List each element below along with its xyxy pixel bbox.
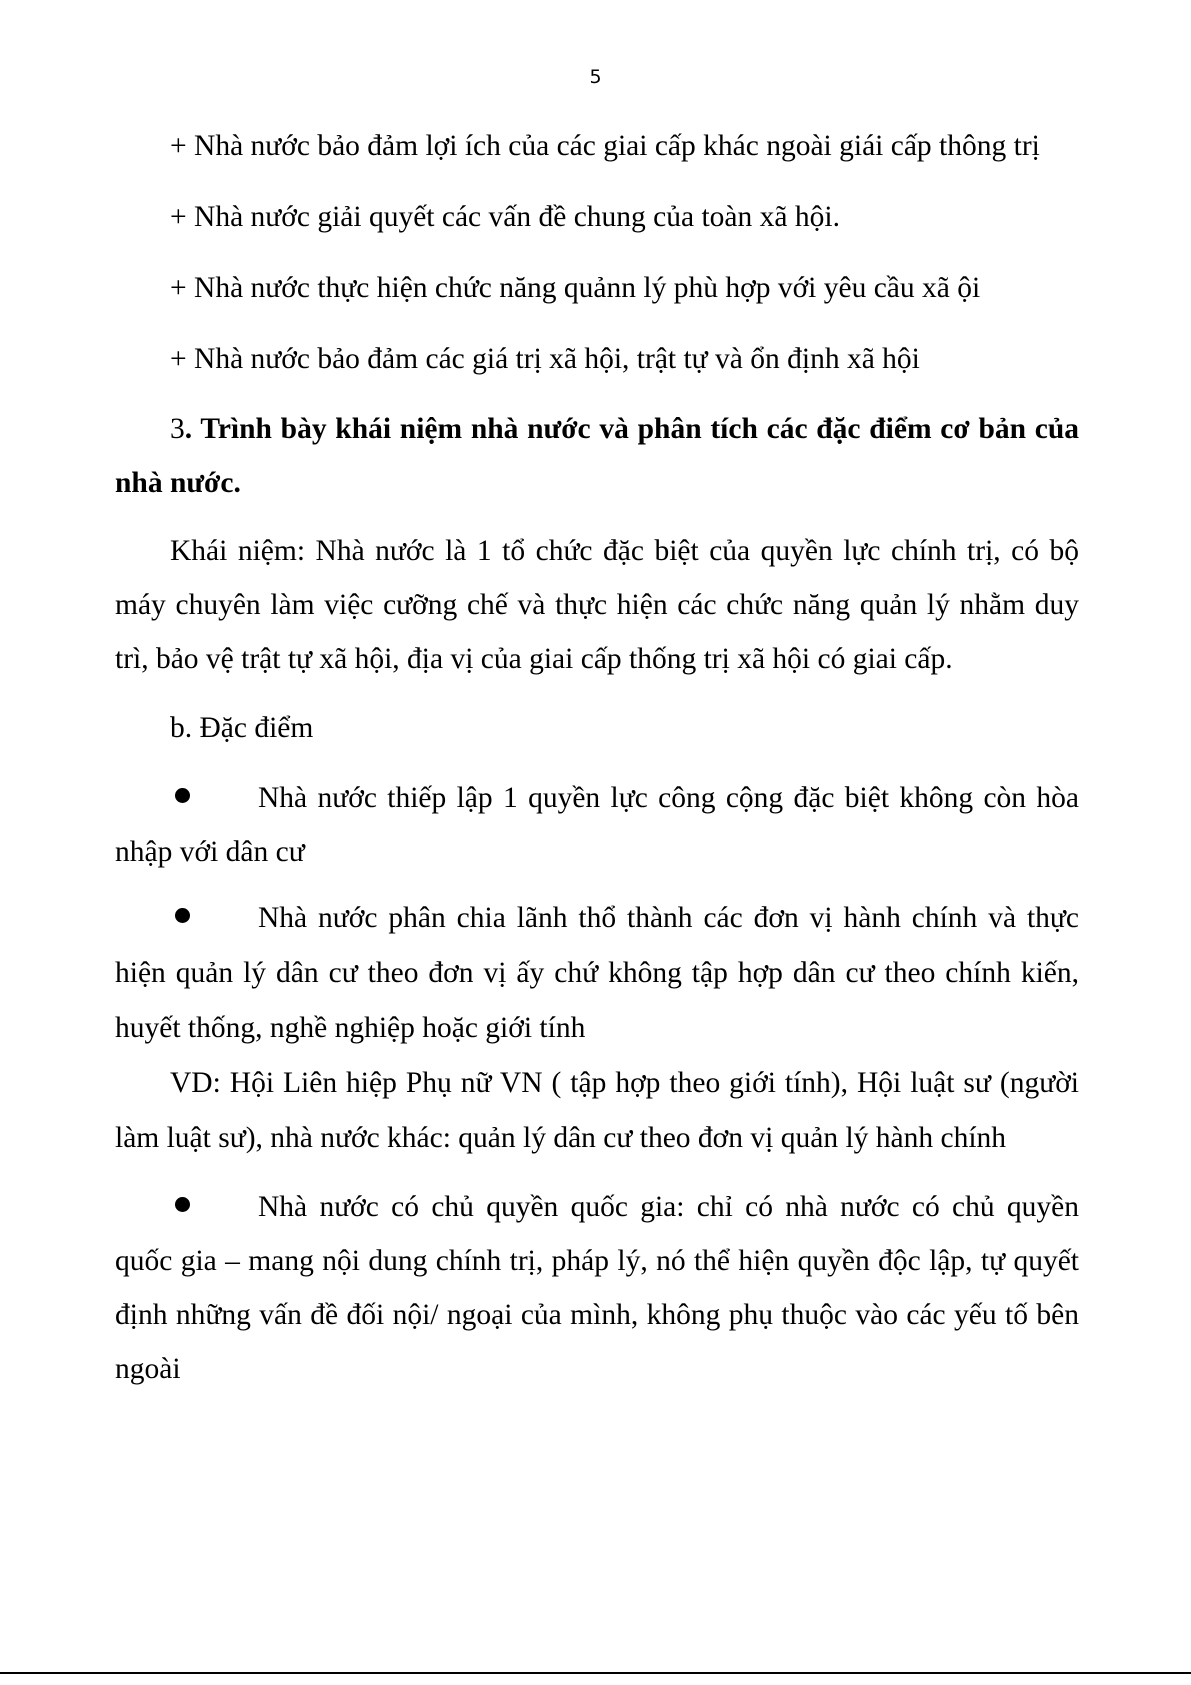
bullet-item-3 [115, 1180, 1079, 1396]
bullet-icon [175, 908, 190, 923]
document-body [115, 118, 1079, 1396]
bullet-icon [175, 1197, 190, 1212]
heading-text: . Trình bày khái niệm nhà nước và phân tích các đặc điểm cơ bản của nhà nước. [115, 413, 1079, 499]
paragraph-2: + Nhà nước giải quyết các vấn đề chung của toàn xã hội. [170, 201, 840, 233]
example-paragraph: VD: Hội Liên hiệp Phụ nữ VN ( tập hợp theo giới tính), Hội luật sư (người làm luật sư), nhà nước khác: quản lý dân cư theo đơn vị quản lý hành chính [115, 1067, 1079, 1154]
bullet-icon [175, 788, 190, 803]
page-number: 5 [589, 66, 602, 88]
paragraph-4: + Nhà nước bảo đảm các giá trị xã hội, trật tự và ổn định xã hội [170, 343, 920, 375]
bottom-divider [0, 1672, 1191, 1674]
heading-number: 3 [170, 413, 185, 445]
bullet-item-2 [115, 891, 1079, 1056]
paragraph-1: + Nhà nước bảo đảm lợi ích của các giai cấp khác ngoài giái cấp thông trị [170, 130, 1040, 162]
bullet-item-1 [115, 771, 1079, 879]
concept-paragraph: Khái niệm: Nhà nước là 1 tổ chức đặc biệt của quyền lực chính trị, có bộ máy chuyên làm việc cưỡng chế và thực hiện các chức năng quản lý nhằm duy trì, bảo vệ trật tự xã hội, địa vị của giai cấp thống trị xã hội có giai cấp. [115, 535, 1079, 675]
bullet-text: Nhà nước phân chia lãnh thổ thành các đơn vị hành chính và thực hiện quản lý dân cư theo đơn vị ấy chứ không tập hợp dân cư theo chính kiến, huyết thống, nghề nghiệp hoặc giới tính [115, 902, 1079, 1044]
section-heading [115, 402, 1079, 510]
bullet-text: Nhà nước có chủ quyền quốc gia: chỉ có nhà nước có chủ quyền quốc gia – mang nội dung chính trị, pháp lý, nó thể hiện quyền độc lập, tự quyết định những vấn đề đối nội/ ngoại của mình, không phụ thuộc vào các yếu tố bên ngoài [115, 1191, 1079, 1385]
bullet-text: Nhà nước thiếp lập 1 quyền lực công cộng đặc biệt không còn hòa nhập với dân cư [115, 782, 1079, 868]
paragraph-3: + Nhà nước thực hiện chức năng quảnn lý phù hợp với yêu cầu xã ội [170, 272, 981, 304]
features-heading: b. Đặc điểm [170, 712, 314, 744]
